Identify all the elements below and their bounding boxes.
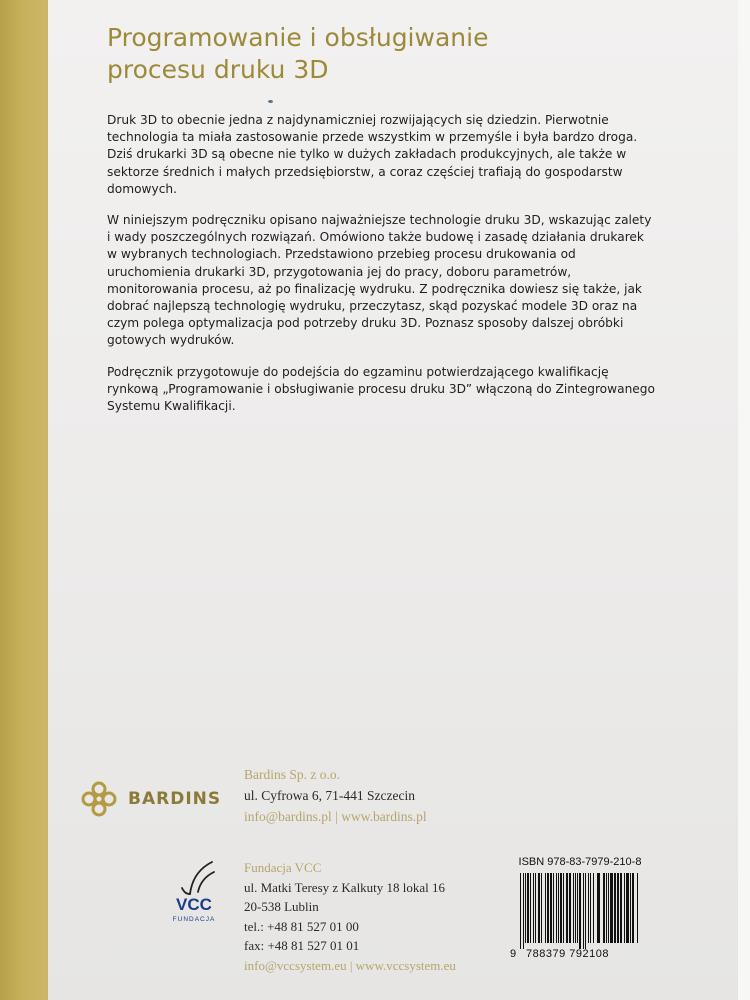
publisher-address: ul. Cyfrowa 6, 71-441 Szczecin [244,788,415,803]
ean-remaining-digits: 788379 792108 [526,948,609,960]
isbn-block [510,856,650,968]
barcode-bar [597,873,600,943]
foundation-info [244,858,456,975]
barcode-bar [637,873,638,943]
barcode-bar [577,873,578,943]
vcc-logo-subtext: FUNDACJA [172,916,216,923]
barcode-bar [525,873,526,943]
isbn-label: ISBN 978-83-7979-210-8 [518,856,642,868]
barcode-bar [575,873,576,943]
barcode-bar [593,873,594,943]
foundation-phone: tel.: +48 81 527 01 00 [244,918,359,934]
barcode-bar [566,873,568,943]
barcode-bar [630,873,631,943]
foundation-fax: fax: +48 81 527 01 01 [244,938,360,953]
barcode-bar [523,873,524,949]
barcode-bar [527,873,529,943]
barcode-bar [530,873,531,943]
description [107,112,657,429]
vcc-foundation-logo-icon [168,858,220,926]
barcode-bar [556,873,557,943]
barcode-bar [573,873,574,943]
publisher-name: Bardins Sp. z o.o. [244,767,340,782]
barcode-bar [585,873,586,949]
surface-fleck [268,100,273,103]
barcode-bar [563,873,564,943]
barcode-bar [583,873,584,949]
ean-first-digit: 9 [510,948,517,960]
barcode-bar [579,873,581,949]
barcode-bar [550,873,552,943]
barcode-bar [606,873,607,943]
barcode-bar [588,873,589,943]
barcode-bar [603,873,605,943]
book-title: Programowanie i obsługiwanie procesu druku 3D [107,23,489,84]
paragraph-contents: W niniejszym podręczniku opisano najważniejsze technologie druku 3D, wskazując zalety i wady poszczególnych rozwiązań. Omówiono także budowę i zasadę działania drukarek w wybranych technologiach. Przedstawiono przebieg procesu drukowania od uruchomienia drukarki 3D, przygotowania jej do pracy, doboru parametrów, monitorowania procesu, aż po finalizację wydruku. Z podręcznika dowiesz się także, jak dobrać najlepszą technologię wydruku, przeczytasz, skąd pozyskać modele 3D oraz na czym polega optymalizacja pod potrzeby druku 3D. Poznasz sposoby dalszej obróbki gotowych wydruków. [107,213,652,348]
barcode-bar [617,873,619,943]
barcode-bar [545,873,546,943]
barcode-bar [614,873,616,943]
publisher-info [244,764,427,827]
barcode-bar [608,873,609,943]
barcode-bar [560,873,562,943]
foundation-contact: info@vccsystem.eu | www.vccsystem.eu [244,957,456,973]
barcode-bar [620,873,622,943]
barcode-bar [533,873,534,943]
cover-spine [0,0,48,1000]
barcode [516,873,644,949]
paragraph-exam: Podręcznik przygotowuje do podejścia do egzaminu potwierdzającego kwalifikację rynkową „Programowanie i obsługiwanie procesu druku 3D” włączoną do Zintegrowanego Systemu Kwalifikacji. [107,364,655,414]
barcode-bar [520,873,521,949]
barcode-bar [569,873,571,943]
foundation-name: Fundacja VCC [244,860,322,875]
bardins-wordmark: BARDINS [128,789,222,809]
barcode-bar [558,873,559,943]
barcode-bar [547,873,549,943]
barcode-bar [541,873,542,943]
vcc-logo-text: VCC [176,895,212,914]
foundation-address-street: ul. Matki Teresy z Kalkuty 18 lokal 16 [244,879,446,895]
bardins-logo-icon [78,778,120,820]
foundation-address-city: 20-538 Lublin [244,899,319,914]
paragraph-intro: Druk 3D to obecnie jedna z najdynamiczniej rozwijających się dziedzin. Pierwotnie technologia ta miała zastosowanie przede wszystkim w przemyśle i była bardzo droga. Dziś drukarki 3D są obecne nie tylko w dużych zakładach produkcyjnych, ale także w sektorze średnich i małych przedsiębiorstw, a coraz częściej trafiają do gospodarstw domowych. [107,113,638,196]
publisher-contact: info@bardins.pl | www.bardins.pl [244,809,427,824]
barcode-bar [624,873,625,943]
barcode-bar [535,873,536,943]
barcode-bar [553,873,554,943]
page-edge [738,0,750,1000]
barcode-bar [538,873,540,943]
barcode-bar [626,873,629,943]
barcode-bar [610,873,613,943]
barcode-bar [590,873,591,943]
barcode-bar [632,873,634,943]
